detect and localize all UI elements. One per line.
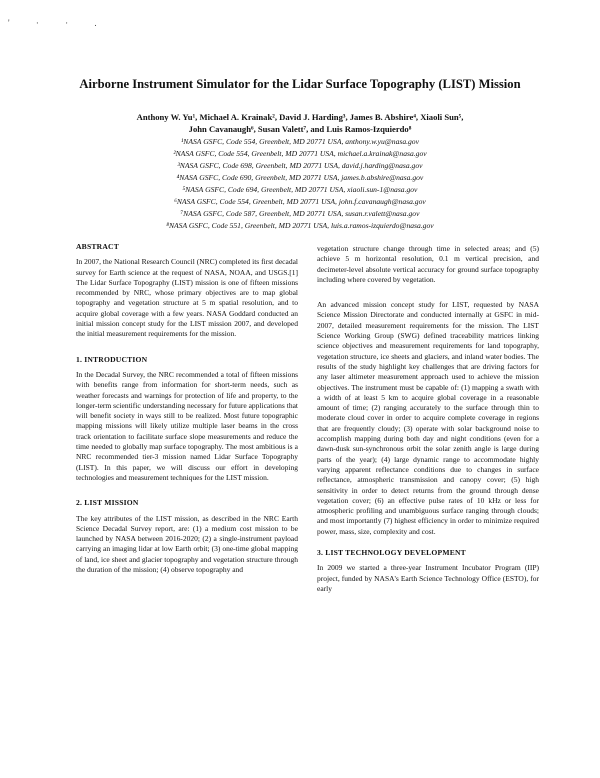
affiliation: ²NASA GSFC, Code 554, Greenbelt, MD 20771 USA, michael.a.krainak@nasa.gov bbox=[173, 149, 427, 158]
affiliation: ¹NASA GSFC, Code 554, Greenbelt, MD 20771 USA, anthony.w.yu@nasa.gov bbox=[181, 137, 419, 146]
author-line: Anthony W. Yu¹, Michael A. Krainak², David J. Harding³, James B. Abshire⁴, Xiaoli Sun⁵, bbox=[136, 112, 464, 122]
affiliation: ⁸NASA GSFC, Code 551, Greenbelt, MD 20771 USA, luis.a.ramos-izquierdo@nasa.gov bbox=[166, 221, 434, 230]
author-list bbox=[70, 111, 530, 135]
affiliation: ⁶NASA GSFC, Code 554, Greenbelt, MD 20771 USA, john.f.cavanaugh@nasa.gov bbox=[174, 197, 426, 206]
paper-title: Airborne Instrument Simulator for the Lidar Surface Topography (LIST) Mission bbox=[79, 77, 521, 91]
introduction-heading: 1. INTRODUCTION bbox=[76, 354, 148, 364]
mission-continuation-text: vegetation structure change through time in selected areas; and (5) achieve 5 m horizontal resolution, 0.1 m vertical precision, and decimeter-level absolute vertical accuracy for ground surface topography including where covered by vegetation. bbox=[317, 244, 539, 284]
affiliation-list bbox=[70, 136, 530, 232]
affiliation: ⁵NASA GSFC, Code 694, Greenbelt, MD 20771 USA, xiaoli.sun-1@nasa.gov bbox=[182, 185, 418, 194]
right-column bbox=[317, 244, 539, 605]
list-mission-heading: 2. LIST MISSION bbox=[76, 498, 139, 508]
affiliation: ⁷NASA GSFC, Code 587, Greenbelt, MD 20771 USA, susan.r.valett@nasa.gov bbox=[180, 209, 420, 218]
author-line: John Cavanaugh⁶, Susan Valett⁷, and Luis Ramos-Izquierdo⁸ bbox=[188, 124, 412, 134]
introduction-text: In the Decadal Survey, the NRC recommended a total of fifteen missions with benefits range from information for short-term needs, such as weather forecasts and warnings for protection of life and property, to the longer-term scientific understanding necessary for future applications that will benefit society in ways still to be realized. Most future topographic mapping missions will likely utilize multiple laser beams in the cross track orientation to facilitate surface slope measurements and reduce the time needed to globally map surface topography. The most ambitious is a NRC recommended tier-3 mission named Lidar Surface Topography (LIST). In this paper, we will discuss our effort in developing technologies and measurement techniques for the LIST mission. bbox=[76, 369, 298, 482]
list-mission-text: The key attributes of the LIST mission, as described in the NRC Earth Science Decadal Survey report, are: (1) a medium cost mission to be launched by NASA between 2016-2020; (2) a single-instrument payload carrying an imaging lidar at low Earth orbit; (3) one-time global mapping of land, ice sheet and glacier topography and vegetation structure through the duration of the mission; (4) observe topography and bbox=[76, 513, 298, 575]
abstract-heading: ABSTRACT bbox=[76, 242, 119, 251]
affiliation: ⁴NASA GSFC, Code 690, Greenbelt, MD 20771 USA, james.b.abshire@nasa.gov bbox=[176, 173, 424, 182]
technology-development-heading: 3. LIST TECHNOLOGY DEVELOPMENT bbox=[317, 548, 466, 558]
affiliation: ³NASA GSFC, Code 698, Greenbelt, MD 20771 USA, david.j.harding@nasa.gov bbox=[177, 161, 423, 170]
technology-development-text: In 2009 we started a three-year Instrument Incubator Program (IIP) project, funded by NASA's Earth Science Technology Office (ESTO), for early bbox=[317, 563, 539, 593]
concept-study-text: An advanced mission concept study for LIST, requested by NASA Science Mission Directorate and conducted internally at GSFC in mid-2007, detailed measurement requirements for the mission. The LIST Science Working Group (SWG) defined traceability matrices linking science objectives and measurement requirements for land topography, vegetation structure, ice sheets and glaciers, and inland water bodies. The results of the study highlight key challenges that are driving factors for any laser altimeter measurement approach used to achieve the mission objectives. The instrument must be capable of: (1) mapping a swath with a width of at least 5 km to acquire global coverage in a reasonable amount of time; (2) ranging accurately to the surface through thin to moderate cloud cover in order to acquire complete coverage in regions that are frequently cloudy; (3) operate with solar background noise to accomplish mapping during both day and night conditions (even for a dawn-dusk sun-synchronous orbit the solar zenith angle is large during parts of the year); (4) large dynamic range to accommodate highly varying apparent reflectance conditions due to changes in surface reflectance, atmospheric transmission and canopy cover; (5) high sensitivity in order to detect returns from the ground through dense vegetation cover; (6) an effective pulse rates of 10 kHz or less for atmospheric profiling and unambiguous surface ranging through clouds; and most importantly (7) highest efficiency in order to minimize required power, mass, size, complexity and cost. bbox=[317, 300, 539, 536]
left-column bbox=[76, 242, 298, 586]
abstract-text: In 2007, the National Research Council (NRC) completed its first decadal survey for Earth science at the request of NASA, NOAA, and USGS.[1] The Lidar Surface Topography (LIST) mission is one of fifteen missions recommended by NRC, whose primary objectives are to map global topography and vegetation structure at 5 m spatial resolution, and to acquire global coverage with a few years. NASA Goddard conducted an initial mission concept study for the LIST mission 2007, and developed the initial measurement requirements for the mission. bbox=[76, 257, 298, 339]
scan-marks: ' · · . bbox=[8, 18, 109, 28]
